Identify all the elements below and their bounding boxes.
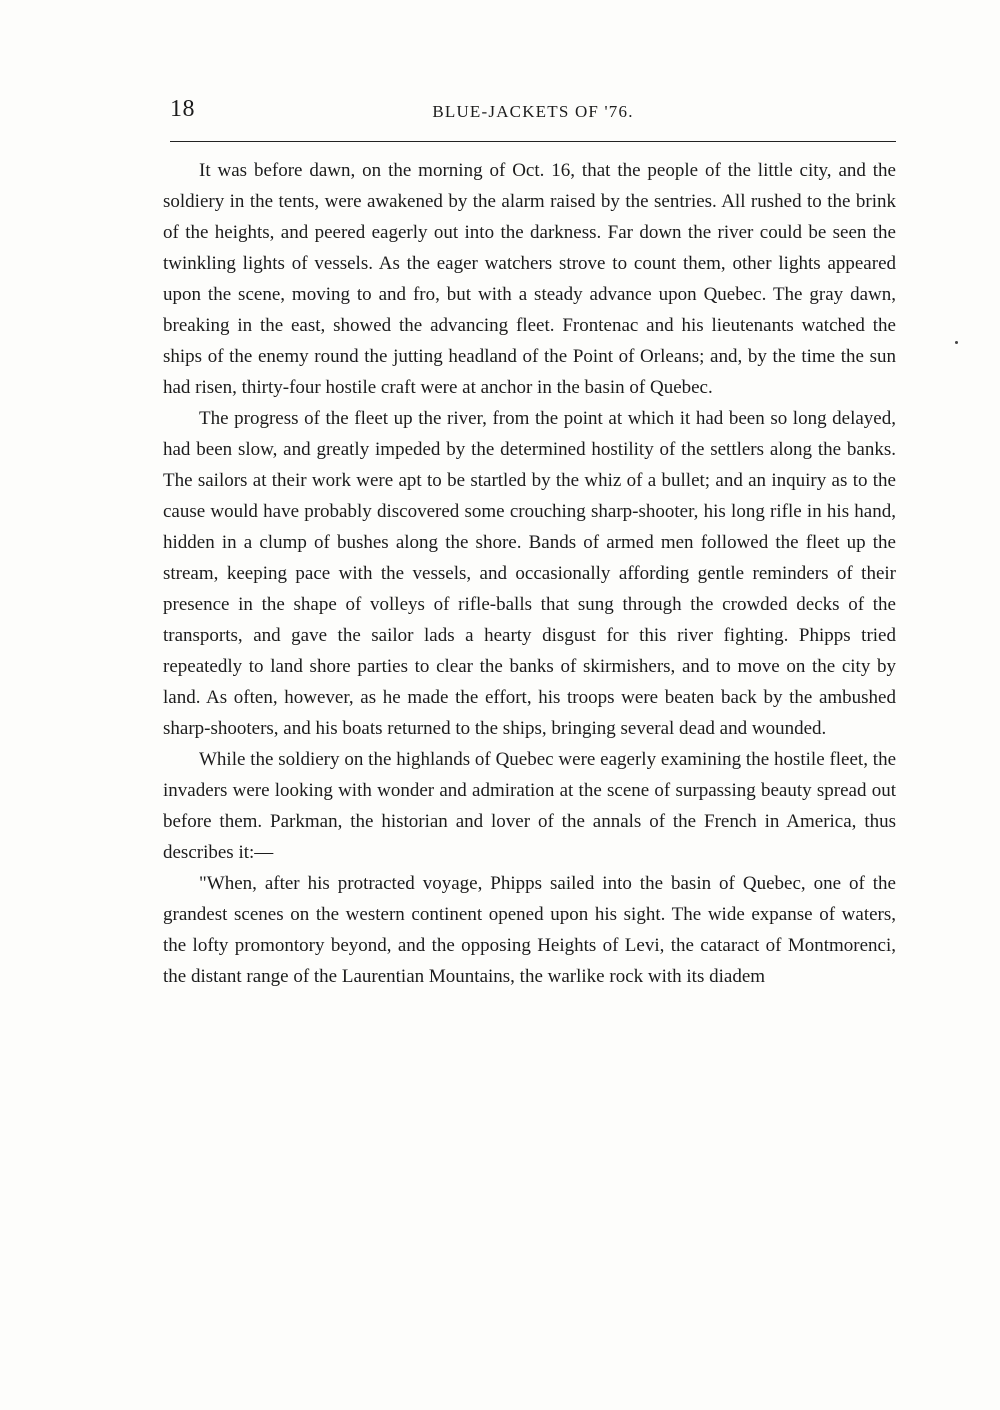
paragraph-parkman-quote: "When, after his protracted voyage, Phipps sailed into the basin of Quebec, one of the grandest scenes on the western continent opened upon his sight. The wide expanse of waters, the lofty promontory beyond, and the opposing Heights of Levi, the cataract of Montmorenci, the distant range of the Laurentian Mountains, the warlike rock with its diadem (163, 873, 896, 987)
body-text (163, 155, 896, 992)
scan-speck (955, 341, 958, 344)
page-number: 18 (170, 96, 195, 122)
header-rule (170, 141, 896, 142)
paragraph-invaders-view: While the soldiery on the highlands of Quebec were eagerly examining the hostile fleet, the invaders were looking with wonder and admiration at the scene of surpassing beauty spread out before them. Parkman, the historian and lover of the annals of the French in America, thus describes it:— (163, 749, 896, 863)
page-header (170, 96, 896, 136)
paragraph-dawn-alarm: It was before dawn, on the morning of Oct. 16, that the people of the little city, and the soldiery in the tents, were awakened by the alarm raised by the sentries. All rushed to the brink of the heights, and peered eagerly out into the darkness. Far down the river could be seen the twinkling lights of vessels. As the eager watchers strove to count them, other lights appeared upon the scene, moving to and fro, but with a steady advance upon Quebec. The gray dawn, breaking in the east, showed the advancing fleet. Frontenac and his lieutenants watched the ships of the enemy round the jutting headland of the Point of Orleans; and, by the time the sun had risen, thirty-four hostile craft were at anchor in the basin of Quebec. (163, 160, 896, 398)
running-title: BLUE-JACKETS OF '76. (432, 102, 634, 121)
paragraph-fleet-progress: The progress of the fleet up the river, from the point at which it had been so long delayed, had been slow, and greatly impeded by the determined hostility of the settlers along the banks. The sailors at their work were apt to be startled by the whiz of a bullet; and an inquiry as to the cause would have probably discovered some crouching sharp-shooter, his long rifle in his hand, hidden in a clump of bushes along the shore. Bands of armed men followed the fleet up the stream, keeping pace with the vessels, and occasionally affording gentle reminders of their presence in the shape of volleys of rifle-balls that sung through the crowded decks of the transports, and gave the sailor lads a hearty disgust for this river fighting. Phipps tried repeatedly to land shore parties to clear the banks of skirmishers, and to move on the city by land. As often, however, as he made the effort, his troops were beaten back by the ambushed sharp-shooters, and his boats returned to the ships, bringing several dead and wounded. (163, 408, 896, 739)
